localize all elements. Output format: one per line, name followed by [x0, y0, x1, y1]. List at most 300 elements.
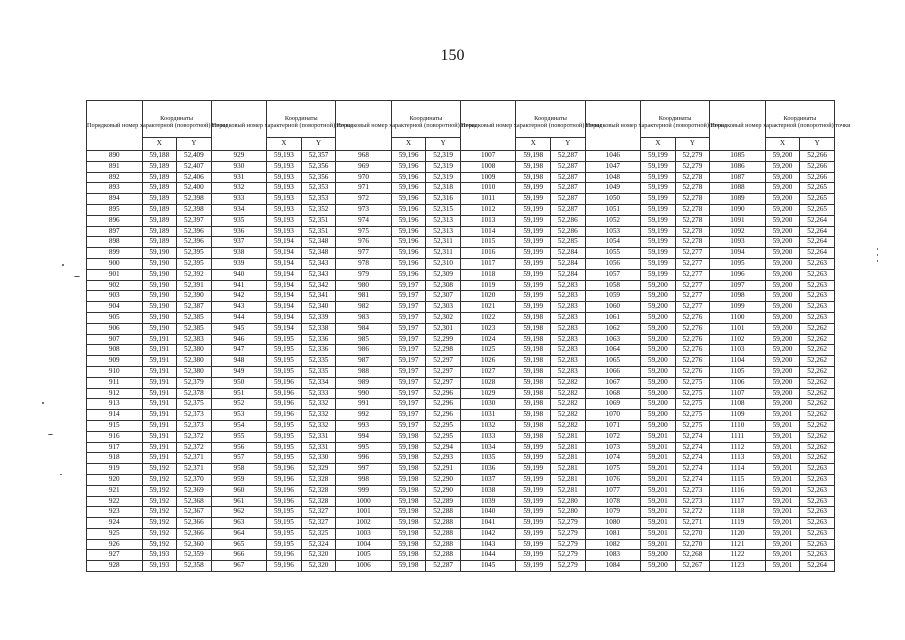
point-number-cell: 947: [211, 345, 267, 356]
x-coordinate-cell: 59,199: [516, 258, 551, 269]
y-coordinate-cell: 52,288: [426, 518, 461, 529]
y-coordinate-cell: 52,385: [177, 323, 212, 334]
x-coordinate-cell: 59,199: [516, 291, 551, 302]
x-coordinate-cell: 59,195: [267, 442, 302, 453]
x-coordinate-cell: 59,193: [267, 226, 302, 237]
table-row: [87, 291, 835, 302]
x-coordinate-cell: 59,198: [516, 410, 551, 421]
x-coordinate-cell: 59,200: [641, 345, 676, 356]
point-number-cell: 965: [211, 539, 267, 550]
point-number-cell: 934: [211, 204, 267, 215]
x-coordinate-cell: 59,189: [142, 237, 177, 248]
x-coordinate-cell: 59,194: [267, 258, 302, 269]
x-coordinate-cell: 59,198: [391, 496, 426, 507]
point-number-cell: 933: [211, 194, 267, 205]
point-number-cell: 1088: [710, 183, 766, 194]
x-coordinate-cell: 59,198: [516, 151, 551, 162]
point-number-cell: 1011: [460, 194, 516, 205]
x-coordinate-cell: 59,195: [267, 431, 302, 442]
y-coordinate-cell: 52,286: [551, 226, 586, 237]
x-coordinate-cell: 59,201: [765, 442, 800, 453]
x-coordinate-cell: 59,201: [765, 485, 800, 496]
x-coordinate-cell: 59,200: [765, 334, 800, 345]
x-coordinate-cell: 59,195: [267, 518, 302, 529]
scan-speck: [877, 254, 878, 256]
y-coordinate-cell: 52,348: [301, 248, 336, 259]
y-coordinate-cell: 52,375: [177, 399, 212, 410]
y-coordinate-cell: 52,274: [675, 442, 710, 453]
point-number-cell: 989: [336, 377, 392, 388]
y-coordinate-cell: 52,319: [426, 172, 461, 183]
x-coordinate-cell: 59,201: [641, 528, 676, 539]
y-coordinate-cell: 52,263: [800, 474, 835, 485]
x-coordinate-cell: 59,198: [391, 453, 426, 464]
point-number-cell: 919: [87, 464, 143, 475]
point-number-cell: 1117: [710, 496, 766, 507]
point-number-cell: 1048: [585, 172, 641, 183]
y-coordinate-cell: 52,289: [426, 496, 461, 507]
point-number-cell: 1120: [710, 528, 766, 539]
x-coordinate-cell: 59,199: [516, 550, 551, 561]
y-coordinate-cell: 52,335: [301, 366, 336, 377]
y-coordinate-cell: 52,273: [675, 496, 710, 507]
table-row: [87, 183, 835, 194]
y-coordinate-cell: 52,328: [301, 474, 336, 485]
x-coordinate-cell: 59,201: [641, 464, 676, 475]
point-number-cell: 1071: [585, 420, 641, 431]
y-coordinate-cell: 52,293: [426, 453, 461, 464]
point-number-cell: 908: [87, 345, 143, 356]
x-coordinate-cell: 59,198: [391, 485, 426, 496]
header-point-number: Порядковый номер характерной (поворотной) точки: [710, 101, 766, 151]
point-number-cell: 940: [211, 269, 267, 280]
y-coordinate-cell: 52,353: [301, 183, 336, 194]
y-coordinate-cell: 52,327: [301, 507, 336, 518]
point-number-cell: 1067: [585, 377, 641, 388]
point-number-cell: 1044: [460, 550, 516, 561]
x-coordinate-cell: 59,189: [142, 215, 177, 226]
x-coordinate-cell: 59,200: [765, 258, 800, 269]
x-coordinate-cell: 59,198: [391, 442, 426, 453]
y-coordinate-cell: 52,283: [551, 366, 586, 377]
point-number-cell: 1012: [460, 204, 516, 215]
header-coordinates: Координаты: [391, 101, 460, 138]
point-number-cell: 1073: [585, 442, 641, 453]
point-number-cell: 955: [211, 431, 267, 442]
point-number-cell: 1085: [710, 151, 766, 162]
point-number-cell: 959: [211, 474, 267, 485]
point-number-cell: 1058: [585, 280, 641, 291]
y-coordinate-cell: 52,295: [426, 431, 461, 442]
scan-speck: [42, 402, 44, 404]
y-coordinate-cell: 52,383: [177, 334, 212, 345]
y-coordinate-cell: 52,311: [426, 237, 461, 248]
x-coordinate-cell: 59,194: [267, 312, 302, 323]
x-coordinate-cell: 59,197: [391, 356, 426, 367]
point-number-cell: 975: [336, 226, 392, 237]
point-number-cell: 1063: [585, 334, 641, 345]
y-coordinate-cell: 52,334: [301, 377, 336, 388]
y-coordinate-cell: 52,392: [177, 269, 212, 280]
x-coordinate-cell: 59,201: [641, 539, 676, 550]
table-body: [87, 151, 835, 572]
x-coordinate-cell: 59,200: [765, 366, 800, 377]
point-number-cell: 1055: [585, 248, 641, 259]
point-number-cell: 921: [87, 485, 143, 496]
x-coordinate-cell: 59,194: [267, 291, 302, 302]
point-number-cell: 1022: [460, 312, 516, 323]
x-coordinate-cell: 59,200: [765, 161, 800, 172]
x-coordinate-cell: 59,200: [765, 248, 800, 259]
table-row: [87, 302, 835, 313]
x-coordinate-cell: 59,193: [142, 550, 177, 561]
y-coordinate-cell: 52,278: [675, 204, 710, 215]
x-coordinate-cell: 59,193: [267, 194, 302, 205]
y-coordinate-cell: 52,288: [426, 550, 461, 561]
table-row: [87, 366, 835, 377]
point-number-cell: 1057: [585, 269, 641, 280]
point-number-cell: 1074: [585, 453, 641, 464]
y-coordinate-cell: 52,298: [426, 345, 461, 356]
y-coordinate-cell: 52,296: [426, 388, 461, 399]
point-number-cell: 1119: [710, 518, 766, 529]
table-row: [87, 226, 835, 237]
y-coordinate-cell: 52,270: [675, 539, 710, 550]
table-row: [87, 561, 835, 572]
point-number-cell: 1113: [710, 453, 766, 464]
y-coordinate-cell: 52,313: [426, 215, 461, 226]
y-coordinate-cell: 52,262: [800, 399, 835, 410]
table-row: [87, 496, 835, 507]
point-number-cell: 1107: [710, 388, 766, 399]
y-coordinate-cell: 52,282: [551, 399, 586, 410]
x-coordinate-cell: 59,194: [267, 302, 302, 313]
point-number-cell: 971: [336, 183, 392, 194]
y-coordinate-cell: 52,273: [675, 485, 710, 496]
table-row: [87, 442, 835, 453]
y-coordinate-cell: 52,398: [177, 204, 212, 215]
point-number-cell: 995: [336, 442, 392, 453]
point-number-cell: 943: [211, 302, 267, 313]
x-coordinate-cell: 59,196: [391, 183, 426, 194]
x-coordinate-cell: 59,189: [142, 172, 177, 183]
x-coordinate-cell: 59,190: [142, 248, 177, 259]
header-point-number: Порядковый номер характерной (поворотной) точки: [336, 101, 392, 151]
point-number-cell: 1115: [710, 474, 766, 485]
point-number-cell: 953: [211, 410, 267, 421]
y-coordinate-cell: 52,380: [177, 345, 212, 356]
page-number: 150: [440, 47, 465, 64]
point-number-cell: 1056: [585, 258, 641, 269]
point-number-cell: 1016: [460, 248, 516, 259]
header-coordinates: Координаты: [516, 101, 585, 138]
y-coordinate-cell: 52,280: [551, 507, 586, 518]
point-number-cell: 1111: [710, 431, 766, 442]
point-number-cell: 900: [87, 258, 143, 269]
y-coordinate-cell: 52,278: [675, 172, 710, 183]
scan-speck: [877, 260, 878, 262]
x-coordinate-cell: 59,194: [267, 269, 302, 280]
x-coordinate-cell: 59,200: [765, 280, 800, 291]
point-number-cell: 1059: [585, 291, 641, 302]
x-coordinate-cell: 59,198: [516, 420, 551, 431]
point-number-cell: 1005: [336, 550, 392, 561]
y-coordinate-cell: 52,371: [177, 464, 212, 475]
scan-speck: [74, 276, 80, 277]
x-coordinate-cell: 59,199: [516, 269, 551, 280]
header-x: X: [391, 138, 426, 151]
y-coordinate-cell: 52,366: [177, 528, 212, 539]
y-coordinate-cell: 52,262: [800, 366, 835, 377]
point-number-cell: 1096: [710, 269, 766, 280]
table-row: [87, 388, 835, 399]
y-coordinate-cell: 52,332: [301, 410, 336, 421]
y-coordinate-cell: 52,284: [551, 248, 586, 259]
x-coordinate-cell: 59,199: [516, 496, 551, 507]
scan-speck: [877, 248, 878, 250]
point-number-cell: 1036: [460, 464, 516, 475]
point-number-cell: 896: [87, 215, 143, 226]
y-coordinate-cell: 52,288: [426, 528, 461, 539]
y-coordinate-cell: 52,281: [551, 453, 586, 464]
point-number-cell: 936: [211, 226, 267, 237]
point-number-cell: 1010: [460, 183, 516, 194]
y-coordinate-cell: 52,360: [177, 539, 212, 550]
point-number-cell: 983: [336, 312, 392, 323]
y-coordinate-cell: 52,309: [426, 269, 461, 280]
point-number-cell: 1090: [710, 204, 766, 215]
y-coordinate-cell: 52,262: [800, 442, 835, 453]
x-coordinate-cell: 59,201: [765, 420, 800, 431]
header-y: Y: [426, 138, 461, 151]
point-number-cell: 928: [87, 561, 143, 572]
y-coordinate-cell: 52,373: [177, 420, 212, 431]
y-coordinate-cell: 52,263: [800, 550, 835, 561]
header-y: Y: [800, 138, 835, 151]
y-coordinate-cell: 52,262: [800, 453, 835, 464]
y-coordinate-cell: 52,288: [426, 507, 461, 518]
point-number-cell: 1047: [585, 161, 641, 172]
table-row: [87, 420, 835, 431]
point-number-cell: 898: [87, 237, 143, 248]
x-coordinate-cell: 59,198: [516, 345, 551, 356]
x-coordinate-cell: 59,201: [641, 496, 676, 507]
header-x: X: [765, 138, 800, 151]
x-coordinate-cell: 59,195: [267, 453, 302, 464]
y-coordinate-cell: 52,282: [551, 388, 586, 399]
table-row: [87, 334, 835, 345]
y-coordinate-cell: 52,265: [800, 183, 835, 194]
x-coordinate-cell: 59,196: [391, 226, 426, 237]
point-number-cell: 952: [211, 399, 267, 410]
y-coordinate-cell: 52,406: [177, 172, 212, 183]
point-number-cell: 980: [336, 280, 392, 291]
x-coordinate-cell: 59,198: [516, 356, 551, 367]
x-coordinate-cell: 59,196: [391, 172, 426, 183]
y-coordinate-cell: 52,385: [177, 312, 212, 323]
point-number-cell: 1043: [460, 539, 516, 550]
y-coordinate-cell: 52,358: [177, 561, 212, 572]
x-coordinate-cell: 59,201: [641, 453, 676, 464]
x-coordinate-cell: 59,201: [765, 474, 800, 485]
point-number-cell: 1087: [710, 172, 766, 183]
x-coordinate-cell: 59,199: [641, 161, 676, 172]
point-number-cell: 1033: [460, 431, 516, 442]
point-number-cell: 997: [336, 464, 392, 475]
scan-speck: [62, 264, 64, 266]
point-number-cell: 1019: [460, 280, 516, 291]
y-coordinate-cell: 52,283: [551, 280, 586, 291]
x-coordinate-cell: 59,191: [142, 420, 177, 431]
y-coordinate-cell: 52,329: [301, 464, 336, 475]
point-number-cell: 1052: [585, 215, 641, 226]
scan-speck: [48, 434, 53, 435]
y-coordinate-cell: 52,296: [426, 410, 461, 421]
point-number-cell: 1029: [460, 388, 516, 399]
x-coordinate-cell: 59,195: [267, 334, 302, 345]
header-point-number: Порядковый номер характерной (поворотной) точки: [585, 101, 641, 151]
y-coordinate-cell: 52,343: [301, 269, 336, 280]
x-coordinate-cell: 59,192: [142, 539, 177, 550]
x-coordinate-cell: 59,191: [142, 453, 177, 464]
x-coordinate-cell: 59,201: [765, 561, 800, 572]
x-coordinate-cell: 59,199: [641, 204, 676, 215]
point-number-cell: 902: [87, 280, 143, 291]
point-number-cell: 1099: [710, 302, 766, 313]
y-coordinate-cell: 52,325: [301, 528, 336, 539]
table-row: [87, 356, 835, 367]
point-number-cell: 973: [336, 204, 392, 215]
y-coordinate-cell: 52,277: [675, 302, 710, 313]
x-coordinate-cell: 59,197: [391, 323, 426, 334]
point-number-cell: 918: [87, 453, 143, 464]
x-coordinate-cell: 59,199: [516, 453, 551, 464]
y-coordinate-cell: 52,369: [177, 485, 212, 496]
y-coordinate-cell: 52,263: [800, 496, 835, 507]
x-coordinate-cell: 59,198: [391, 528, 426, 539]
point-number-cell: 904: [87, 302, 143, 313]
point-number-cell: 1038: [460, 485, 516, 496]
x-coordinate-cell: 59,198: [516, 334, 551, 345]
y-coordinate-cell: 52,339: [301, 312, 336, 323]
y-coordinate-cell: 52,332: [301, 420, 336, 431]
x-coordinate-cell: 59,198: [391, 474, 426, 485]
point-number-cell: 1035: [460, 453, 516, 464]
y-coordinate-cell: 52,372: [177, 431, 212, 442]
y-coordinate-cell: 52,283: [551, 312, 586, 323]
y-coordinate-cell: 52,294: [426, 442, 461, 453]
header-y: Y: [301, 138, 336, 151]
table-row: [87, 258, 835, 269]
x-coordinate-cell: 59,197: [391, 334, 426, 345]
point-number-cell: 1040: [460, 507, 516, 518]
point-number-cell: 1076: [585, 474, 641, 485]
x-coordinate-cell: 59,200: [641, 323, 676, 334]
table-row: [87, 269, 835, 280]
point-number-cell: 924: [87, 518, 143, 529]
x-coordinate-cell: 59,201: [765, 518, 800, 529]
y-coordinate-cell: 52,397: [177, 215, 212, 226]
point-number-cell: 913: [87, 399, 143, 410]
x-coordinate-cell: 59,191: [142, 345, 177, 356]
x-coordinate-cell: 59,199: [516, 528, 551, 539]
y-coordinate-cell: 52,262: [800, 388, 835, 399]
x-coordinate-cell: 59,200: [641, 377, 676, 388]
x-coordinate-cell: 59,199: [516, 183, 551, 194]
x-coordinate-cell: 59,191: [142, 388, 177, 399]
y-coordinate-cell: 52,302: [426, 312, 461, 323]
point-number-cell: 1020: [460, 291, 516, 302]
table-row: [87, 453, 835, 464]
point-number-cell: 968: [336, 151, 392, 162]
x-coordinate-cell: 59,199: [516, 442, 551, 453]
x-coordinate-cell: 59,200: [765, 291, 800, 302]
x-coordinate-cell: 59,196: [267, 464, 302, 475]
x-coordinate-cell: 59,195: [267, 507, 302, 518]
x-coordinate-cell: 59,198: [391, 507, 426, 518]
x-coordinate-cell: 59,197: [391, 280, 426, 291]
point-number-cell: 930: [211, 161, 267, 172]
point-number-cell: 1112: [710, 442, 766, 453]
x-coordinate-cell: 59,198: [516, 312, 551, 323]
y-coordinate-cell: 52,283: [551, 334, 586, 345]
table-row: [87, 410, 835, 421]
point-number-cell: 991: [336, 399, 392, 410]
x-coordinate-cell: 59,200: [765, 215, 800, 226]
point-number-cell: 922: [87, 496, 143, 507]
point-number-cell: 1070: [585, 410, 641, 421]
x-coordinate-cell: 59,201: [765, 507, 800, 518]
x-coordinate-cell: 59,200: [765, 237, 800, 248]
y-coordinate-cell: 52,351: [301, 215, 336, 226]
point-number-cell: 994: [336, 431, 392, 442]
y-coordinate-cell: 52,301: [426, 323, 461, 334]
point-number-cell: 1002: [336, 518, 392, 529]
x-coordinate-cell: 59,200: [765, 204, 800, 215]
y-coordinate-cell: 52,264: [800, 561, 835, 572]
y-coordinate-cell: 52,275: [675, 377, 710, 388]
y-coordinate-cell: 52,390: [177, 291, 212, 302]
x-coordinate-cell: 59,201: [641, 485, 676, 496]
x-coordinate-cell: 59,199: [641, 258, 676, 269]
point-number-cell: 951: [211, 388, 267, 399]
x-coordinate-cell: 59,197: [391, 420, 426, 431]
y-coordinate-cell: 52,274: [675, 453, 710, 464]
point-number-cell: 1098: [710, 291, 766, 302]
table-row: [87, 237, 835, 248]
x-coordinate-cell: 59,198: [391, 464, 426, 475]
y-coordinate-cell: 52,379: [177, 377, 212, 388]
y-coordinate-cell: 52,296: [426, 399, 461, 410]
y-coordinate-cell: 52,280: [551, 496, 586, 507]
point-number-cell: 966: [211, 550, 267, 561]
y-coordinate-cell: 52,263: [800, 312, 835, 323]
x-coordinate-cell: 59,198: [391, 539, 426, 550]
x-coordinate-cell: 59,201: [765, 496, 800, 507]
x-coordinate-cell: 59,196: [267, 399, 302, 410]
point-number-cell: 1077: [585, 485, 641, 496]
y-coordinate-cell: 52,372: [177, 442, 212, 453]
point-number-cell: 1021: [460, 302, 516, 313]
x-coordinate-cell: 59,199: [641, 215, 676, 226]
point-number-cell: 1083: [585, 550, 641, 561]
y-coordinate-cell: 52,265: [800, 194, 835, 205]
y-coordinate-cell: 52,297: [426, 377, 461, 388]
point-number-cell: 1091: [710, 215, 766, 226]
point-number-cell: 946: [211, 334, 267, 345]
y-coordinate-cell: 52,283: [551, 302, 586, 313]
point-number-cell: 957: [211, 453, 267, 464]
